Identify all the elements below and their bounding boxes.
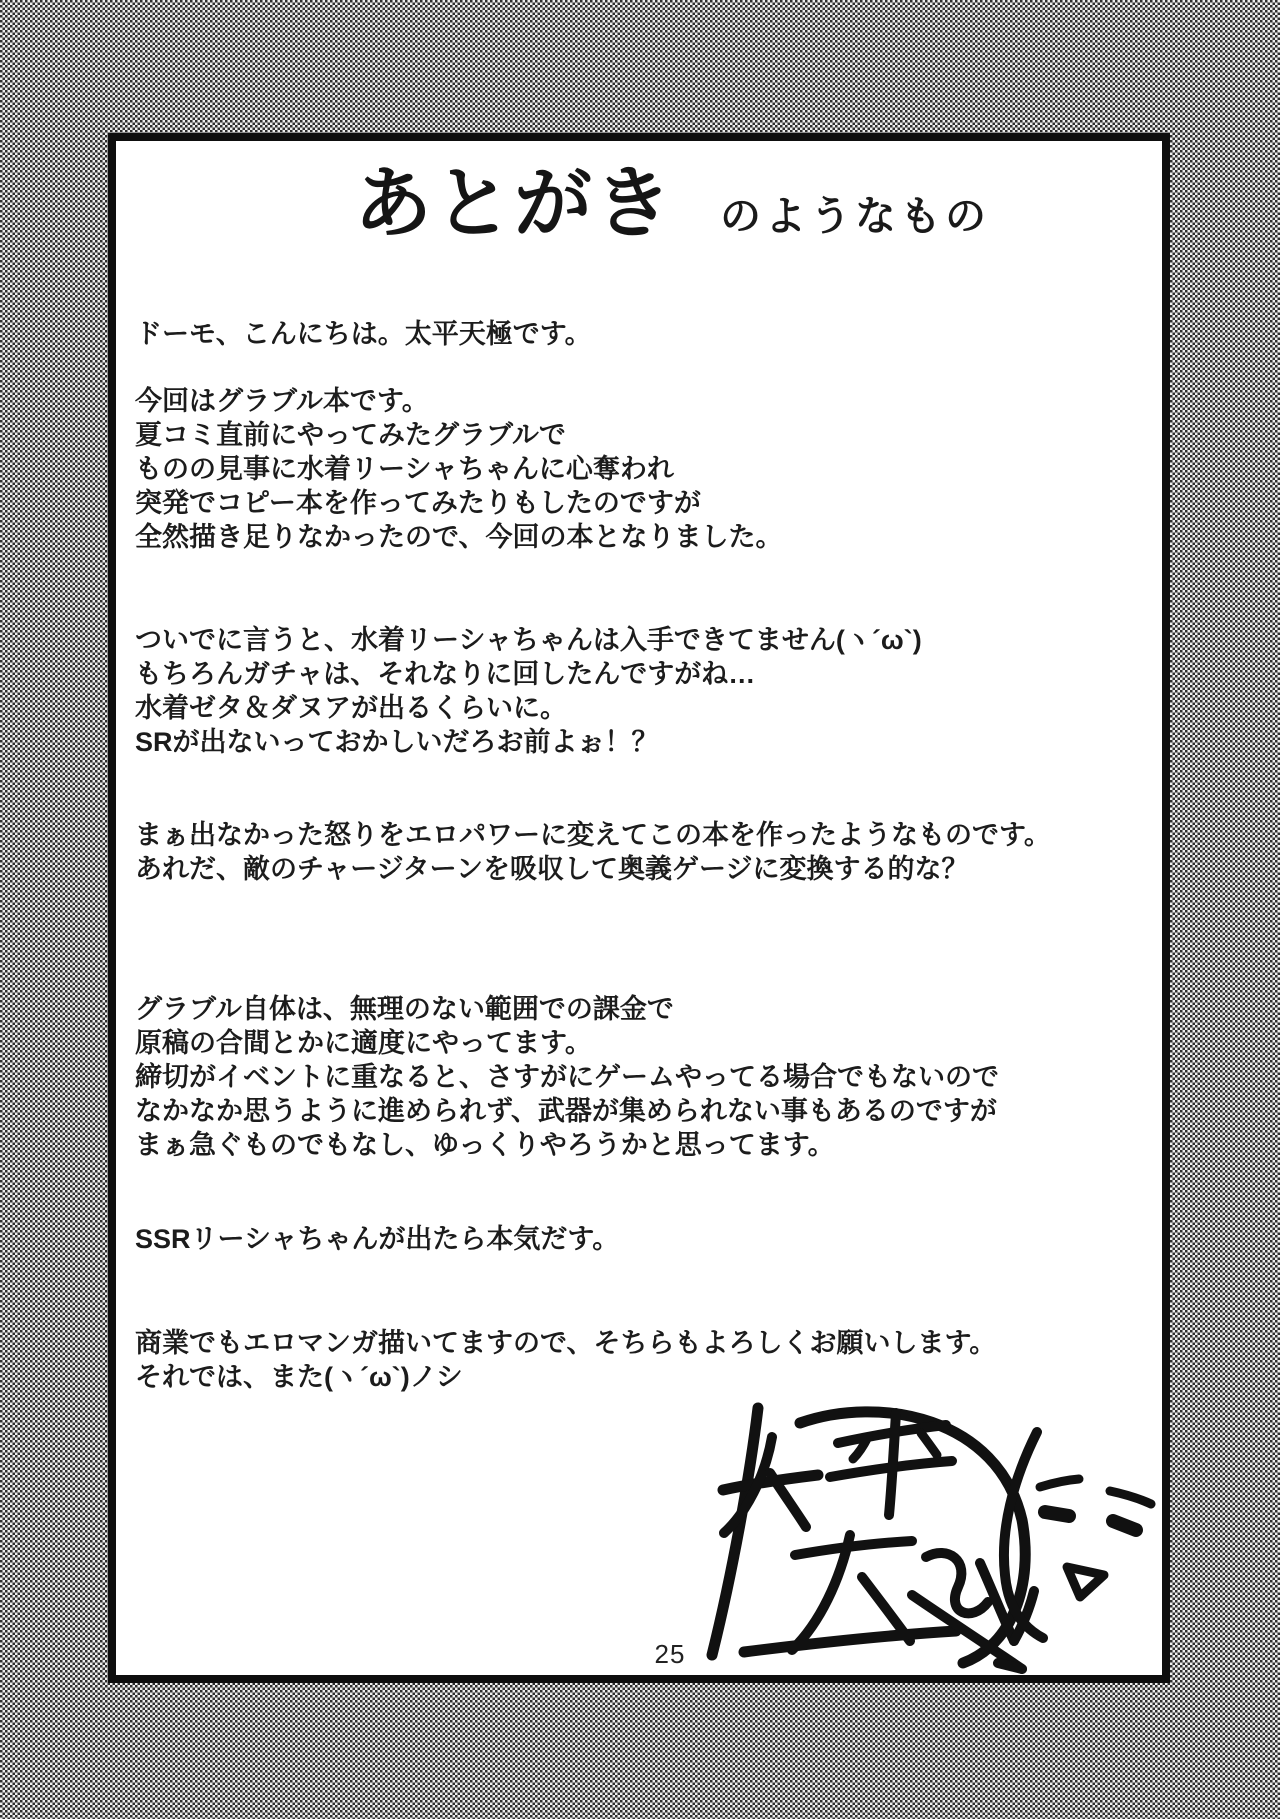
paragraph-ssr bbox=[135, 1222, 619, 1256]
paragraph-gacha bbox=[135, 623, 922, 759]
text-line: ついでに言うと、水着リーシャちゃんは入手できてません(ヽ´ω`) bbox=[135, 625, 922, 655]
text-line: SRが出ないっておかしいだろお前よぉ！？ bbox=[135, 727, 659, 757]
text-line: 全然描き足りなかったので、今回の本となりました。 bbox=[135, 522, 783, 552]
page-number: 25 bbox=[654, 1639, 686, 1669]
paragraph-anger bbox=[135, 818, 1051, 886]
text-line: SSRリーシャちゃんが出たら本気だす。 bbox=[135, 1224, 620, 1254]
text-line: 夏コミ直前にやってみたグラブルで bbox=[135, 420, 566, 450]
signature-doodle bbox=[680, 1395, 1160, 1685]
page-title-row bbox=[354, 161, 990, 247]
text-line: それでは、また(ヽ´ω`)ノシ bbox=[135, 1362, 463, 1392]
text-line: まぁ出なかった怒りをエロパワーに変えてこの本を作ったようなものです。 bbox=[135, 820, 1051, 850]
text-line: 突発でコピー本を作ってみたりもしたのですが bbox=[135, 488, 701, 518]
scanned-page bbox=[108, 133, 1170, 1683]
text-line: まぁ急ぐものでもなし、ゆっくりやろうかと思ってます。 bbox=[135, 1130, 835, 1160]
paragraph-closing bbox=[135, 1326, 996, 1394]
text-line: 原稿の合間とかに適度にやってます。 bbox=[135, 1028, 592, 1058]
text-line: もちろんガチャは、それなりに回したんですがね… bbox=[135, 659, 756, 689]
text-line: グラブル自体は、無理のない範囲での課金で bbox=[135, 994, 674, 1024]
paragraph-play-style bbox=[135, 992, 999, 1162]
page-content bbox=[116, 141, 1162, 1675]
signature-kanji-taihei-tengoku bbox=[712, 1408, 1034, 1669]
text-line: あれだ、敵のチャージターンを吸収して奥義ゲージに変換する的な？ bbox=[135, 854, 969, 884]
text-line: 今回はグラブル本です。 bbox=[135, 386, 429, 416]
text-line: 商業でもエロマンガ描いてますので、そちらもよろしくお願いします。 bbox=[135, 1328, 997, 1358]
text-line: ドーモ、こんにちは。太平天極です。 bbox=[135, 319, 592, 349]
text-line: ものの見事に水着リーシャちゃんに心奪われ bbox=[135, 454, 674, 484]
text-line: 締切がイベントに重なると、さすがにゲームやってる場合でもないので bbox=[135, 1062, 999, 1092]
paragraph-book-intro bbox=[135, 384, 782, 554]
text-line: 水着ゼタ＆ダヌアが出るくらいに。 bbox=[135, 693, 567, 723]
page-title: あとがき bbox=[354, 159, 675, 247]
text-line: なかなか思うように進められず、武器が集められない事もあるのですが bbox=[135, 1096, 997, 1126]
page-title-suffix: のようなもの bbox=[720, 192, 991, 240]
paragraph-greeting bbox=[135, 317, 592, 351]
